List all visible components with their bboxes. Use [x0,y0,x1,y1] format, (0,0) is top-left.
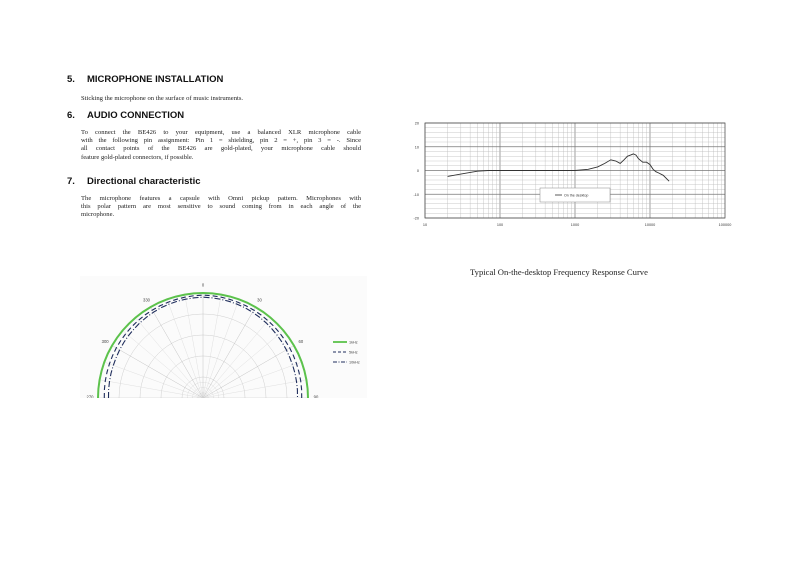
polar-angle-label: 60 [298,339,304,344]
text-line: feature gold-plated connectors, if possible. [81,153,194,161]
x-tick-label: 10 [422,223,428,227]
polar-angle-label: 270 [86,394,94,398]
section-number: 6. [67,110,75,121]
polar-legend-label: 10kHz [349,360,360,365]
polar-legend-label: 5kHz [349,350,358,355]
text-line: all contact points of the BE426 are gold-plated, your microphone cable should [81,145,361,153]
section-5-body [81,95,361,103]
y-tick-label: -20 [413,216,419,221]
x-tick-label: 10000 [644,223,656,227]
polar-angle-label: 330 [143,297,150,303]
x-tick-label: 100000 [718,223,732,227]
legend-label: On the desktop [564,193,589,198]
section-title: AUDIO CONNECTION [87,110,185,121]
section-number: 7. [67,176,75,187]
y-tick-label: 20 [414,121,419,126]
y-tick-label: -10 [413,192,419,197]
polar-angle-label: 90 [313,394,319,398]
text-line: with the following pin assignment: Pin 1 = shielding, pin 2 = +, pin 3 = -. Since [81,137,361,145]
frequency-chart-caption: Typical On-the-desktop Frequency Response Curve [470,267,648,277]
section-6-body [81,129,361,162]
section-title: MICROPHONE INSTALLATION [87,74,224,85]
section-7-body [81,195,361,220]
polar-angle-label: 300 [101,339,109,344]
polar-pattern-chart [80,276,367,398]
polar-legend-label: 1kHz [349,340,358,345]
y-tick-label: 10 [414,145,419,150]
x-tick-label: 100 [496,223,504,227]
text-line: The microphone features a capsule with Omni pickup pattern. Microphones with [81,195,361,202]
text-line: this polar pattern are most sensitive to sound coming from in each angle of the [81,203,361,211]
x-tick-label: 1000 [570,223,580,227]
polar-angle-label: 30 [257,297,262,303]
y-tick-label: 0 [416,169,419,173]
text-line: To connect the BE426 to your equipment, use a balanced XLR microphone cable [81,129,361,136]
section-7-heading [67,176,201,187]
section-6-heading [67,110,184,121]
text-line: microphone. [81,211,115,219]
text-line: Sticking the microphone on the surface of music instruments. [81,95,244,102]
frequency-response-chart [405,115,735,230]
section-number: 5. [67,74,75,85]
section-5-heading [67,74,223,85]
section-title: Directional characteristic [87,176,201,187]
polar-angle-label: 0 [201,282,205,288]
